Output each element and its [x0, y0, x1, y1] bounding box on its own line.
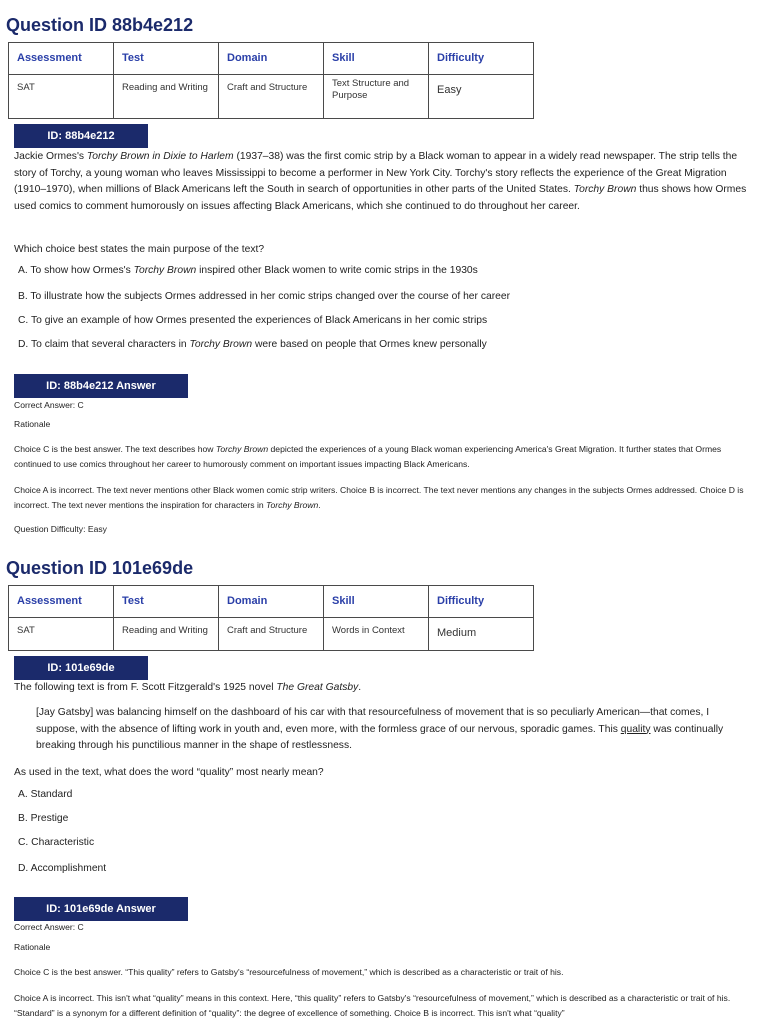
- answer-option-b[interactable]: B. Prestige: [18, 813, 69, 824]
- question-passage: Jackie Ormes's Torchy Brown in Dixie to Harlem (1937–38) was the first comic strip by a Black woman to appear in a widely read newspaper. The strip tells the story of Torchy, a young woman who leaves Mississippi to become a performer in New York City. Torchy's story reflects the experience of the Great Migration (1910–1970), when millions of Black Americans left the South in search of opportunities in other parts of the United States. Torchy Brown thus shows how Ormes used comics to comment humorously on issues affecting Black Americans, which she continued to do throughout her career.: [14, 151, 747, 212]
- rationale-correct: Choice C is the best answer. The text describes how Torchy Brown depicted the experiences of a young Black woman experiencing America's Great Migration. It further states that Ormes continued to use comics throughout her career to humorously comment on important issues impacting Black Americans.: [14, 444, 722, 469]
- meta-header-skill: Skill: [324, 586, 429, 618]
- rationale-correct: Choice C is the best answer. “This quality” refers to Gatsby's “resourcefulness of movement,” which is described as a characteristic or trait of his.: [14, 967, 564, 977]
- question-meta-table: [8, 585, 534, 651]
- question-id-bar: ID: 101e69de: [14, 656, 148, 680]
- meta-header-domain: Domain: [219, 586, 324, 618]
- question-intro: The following text is from F. Scott Fitzgerald's 1925 novel The Great Gatsby.: [14, 682, 362, 693]
- question-prompt: Which choice best states the main purpose of the text?: [14, 244, 265, 255]
- answer-option-c[interactable]: C. Characteristic: [18, 837, 95, 848]
- meta-value-assessment: SAT: [9, 75, 114, 119]
- meta-header-test: Test: [114, 43, 219, 75]
- meta-value-skill: Words in Context: [324, 618, 429, 651]
- question-difficulty: Question Difficulty: Easy: [14, 524, 107, 534]
- answer-id-bar: ID: 88b4e212 Answer: [14, 374, 188, 398]
- meta-header-domain: Domain: [219, 43, 324, 75]
- quoted-passage: [Jay Gatsby] was balancing himself on the dashboard of his car with that resourcefulness of movement that is so peculiarly American—that comes, I suppose, with the absence of lifting work in youth and, even more, with the formless grace of our nervous, sporadic games. This quality was continually breaking through his punctilious manner in the shape of restlessness.: [36, 707, 724, 751]
- answer-option-a[interactable]: A. Standard: [18, 789, 73, 800]
- meta-value-assessment: SAT: [9, 618, 114, 651]
- meta-value-test: Reading and Writing: [114, 75, 219, 119]
- meta-value-domain: Craft and Structure: [219, 618, 324, 651]
- meta-value-test: Reading and Writing: [114, 618, 219, 651]
- rationale-incorrect: Choice A is incorrect. The text never mentions other Black women comic strip writers. Choice B is incorrect. The text never mentions any changes in the subjects Ormes addressed. Choice D is incorrect. The text never mentions the inspiration for characters in Torchy Brown.: [14, 485, 744, 510]
- correct-answer: Correct Answer: C: [14, 400, 84, 410]
- meta-header-difficulty: Difficulty: [429, 43, 534, 75]
- meta-header-assessment: Assessment: [9, 586, 114, 618]
- question-id-bar: ID: 88b4e212: [14, 124, 148, 148]
- question-title: Question ID 101e69de: [6, 558, 194, 578]
- meta-header-assessment: Assessment: [9, 43, 114, 75]
- meta-value-difficulty: Medium: [429, 618, 534, 651]
- answer-id-bar: ID: 101e69de Answer: [14, 897, 188, 921]
- meta-value-skill: Text Structure and Purpose: [324, 75, 429, 119]
- question-prompt: As used in the text, what does the word “quality” most nearly mean?: [14, 767, 324, 778]
- question-meta-table: [8, 42, 534, 119]
- rationale-incorrect: Choice A is incorrect. This isn't what “quality” means in this context. Here, “this quality” refers to Gatsby's “resourcefulness of movement,” which is described as a characteristic or trait of his. “Standard” is a synonym for a different definition of “quality”: the degree of excellence of something. Choice B is incorrect. This isn't what “quality”: [14, 993, 731, 1018]
- question-title: Question ID 88b4e212: [6, 15, 194, 35]
- answer-option-c[interactable]: C. To give an example of how Ormes presented the experiences of Black Americans in her comic strips: [18, 315, 488, 326]
- answer-option-d[interactable]: D. To claim that several characters in Torchy Brown were based on people that Ormes knew personally: [18, 339, 487, 350]
- answer-option-d[interactable]: D. Accomplishment: [18, 863, 107, 874]
- correct-answer: Correct Answer: C: [14, 922, 84, 932]
- meta-header-difficulty: Difficulty: [429, 586, 534, 618]
- answer-option-a[interactable]: A. To show how Ormes's Torchy Brown inspired other Black women to write comic strips in the 1930s: [18, 265, 478, 276]
- meta-header-test: Test: [114, 586, 219, 618]
- meta-value-domain: Craft and Structure: [219, 75, 324, 119]
- meta-value-difficulty: Easy: [429, 75, 534, 119]
- meta-header-skill: Skill: [324, 43, 429, 75]
- answer-option-b[interactable]: B. To illustrate how the subjects Ormes addressed in her comic strips changed over the course of her career: [18, 291, 511, 302]
- rationale-label: Rationale: [14, 419, 51, 429]
- rationale-label: Rationale: [14, 942, 51, 952]
